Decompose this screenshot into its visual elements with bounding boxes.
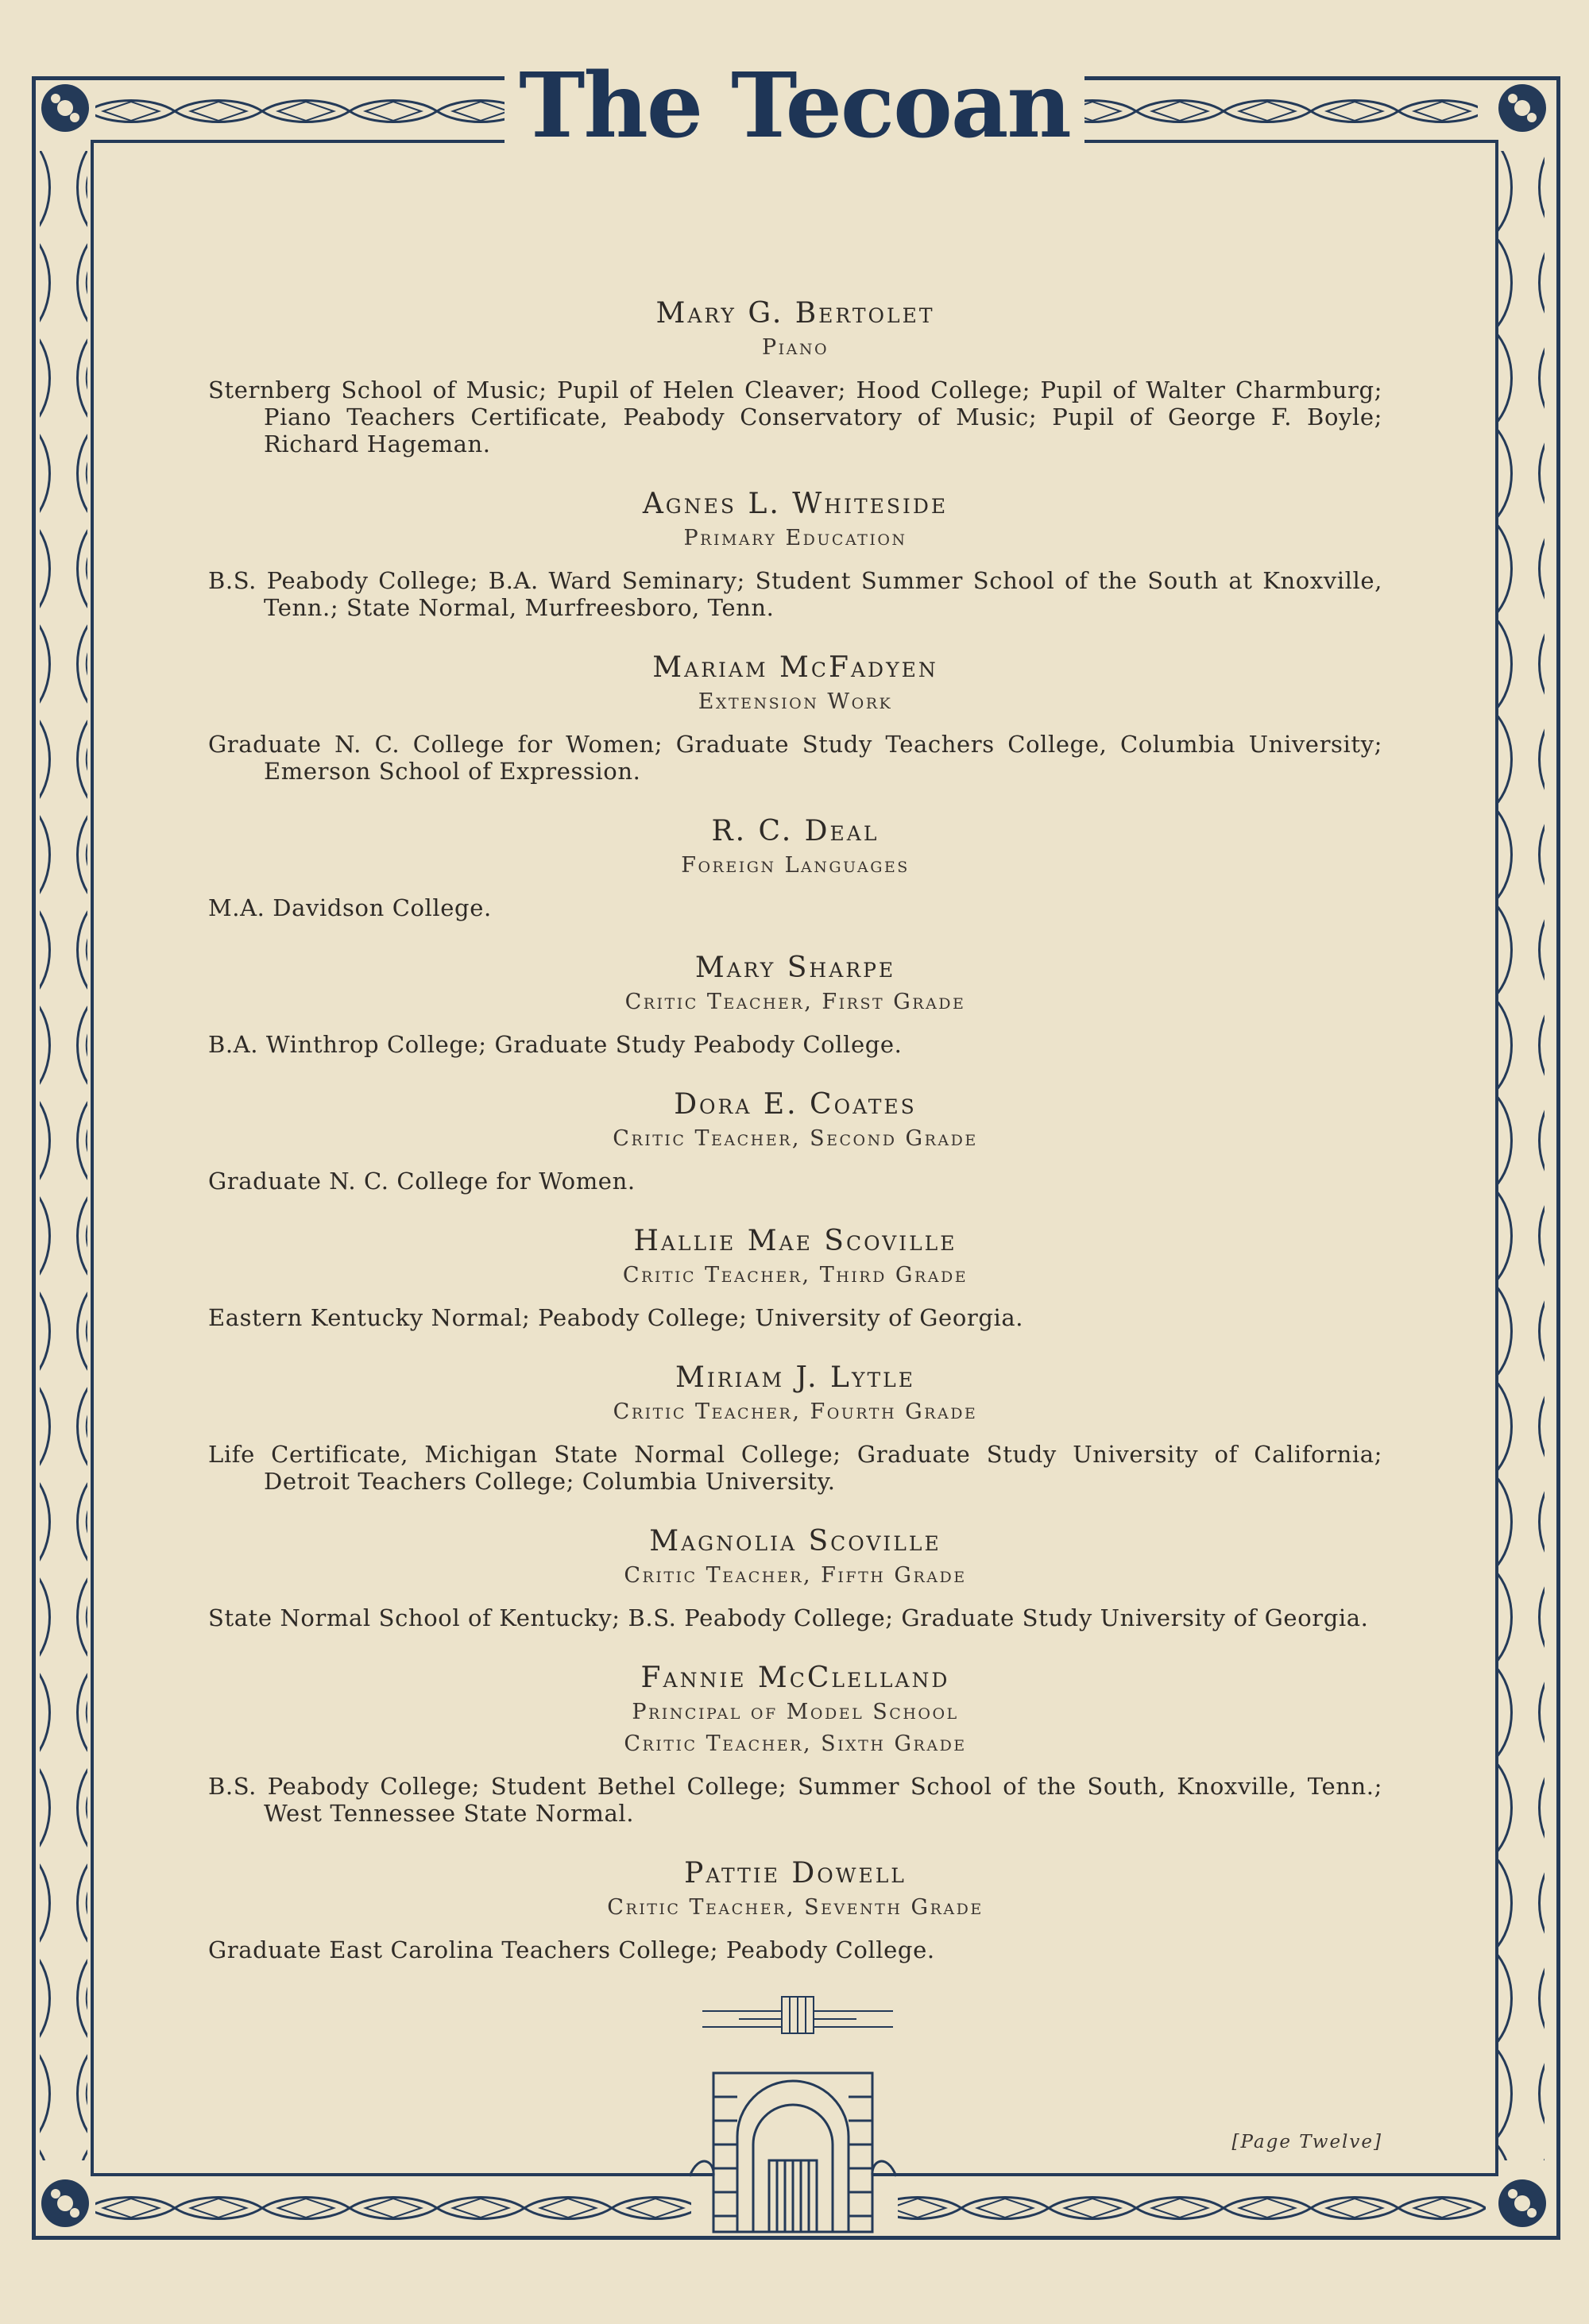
masthead-title (0, 54, 1589, 158)
faculty-role: Critic Teacher, Sixth Grade (624, 1731, 967, 1756)
faculty-entry (208, 950, 1382, 1058)
faculty-role: Critic Teacher, Fifth Grade (624, 1563, 967, 1588)
masthead-text: The Tecoan (505, 54, 1084, 158)
faculty-education: Sternberg School of Music; Pupil of Helen Cleaver; Hood College; Pupil of Walter Charmburg; Piano Teachers Certificate, Peabody Conservatory of Music; Pupil of George F. Boyle; Richard Hageman. (208, 376, 1382, 457)
faculty-name: Mary G. Bertolet (655, 297, 935, 330)
faculty-role: Foreign Languages (681, 853, 910, 878)
faculty-name: Magnolia Scoville (649, 1525, 941, 1558)
faculty-name: Mary Sharpe (694, 952, 896, 984)
faculty-role: Critic Teacher, Third Grade (622, 1263, 968, 1287)
faculty-education: M.A. Davidson College. (208, 894, 492, 921)
page-number: [Page Twelve] (1231, 2132, 1382, 2152)
faculty-role: Critic Teacher, First Grade (624, 990, 966, 1014)
faculty-role: Primary Education (683, 526, 907, 550)
faculty-education: Graduate East Carolina Teachers College; Peabody College. (208, 1936, 935, 1963)
faculty-name: Dora E. Coates (674, 1088, 917, 1121)
faculty-education: Graduate N. C. College for Women. (208, 1168, 636, 1195)
faculty-list (208, 295, 1382, 1992)
faculty-name: Miriam J. Lytle (675, 1361, 915, 1394)
faculty-entry (208, 650, 1382, 785)
faculty-name: Fannie McClelland (640, 1662, 950, 1694)
faculty-role: Extension Work (698, 689, 893, 714)
faculty-education: Life Certificate, Michigan State Normal College; Graduate Study University of California; Detroit Teachers College; Columbia University. (208, 1441, 1382, 1495)
faculty-entry (208, 1660, 1382, 1827)
faculty-role: Piano (761, 335, 829, 360)
faculty-entry (208, 1223, 1382, 1331)
faculty-entry (208, 1523, 1382, 1631)
faculty-role: Principal of Model School (632, 1700, 959, 1724)
faculty-name: Mariam McFadyen (652, 651, 938, 684)
faculty-education: Eastern Kentucky Normal; Peabody College; University of Georgia. (208, 1304, 1024, 1331)
faculty-name: R. C. Deal (711, 815, 880, 847)
faculty-entry (208, 1087, 1382, 1195)
faculty-role: Critic Teacher, Second Grade (613, 1126, 978, 1151)
faculty-education: B.A. Winthrop College; Graduate Study Peabody College. (208, 1031, 903, 1058)
faculty-name: Hallie Mae Scoville (633, 1225, 957, 1257)
faculty-name: Agnes L. Whiteside (642, 488, 949, 520)
faculty-entry (208, 813, 1382, 921)
faculty-role: Critic Teacher, Seventh Grade (607, 1895, 984, 1920)
faculty-education: State Normal School of Kentucky; B.S. Peabody College; Graduate Study University of Georgia. (208, 1604, 1369, 1631)
faculty-entry (208, 1855, 1382, 1963)
faculty-entry (208, 486, 1382, 621)
faculty-entry (208, 1360, 1382, 1495)
faculty-entry (208, 295, 1382, 457)
faculty-name: Pattie Dowell (684, 1857, 907, 1890)
faculty-education: B.S. Peabody College; B.A. Ward Seminary; Student Summer School of the South at Knoxville, Tenn.; State Normal, Murfreesboro, Tenn. (208, 567, 1382, 621)
faculty-education: B.S. Peabody College; Student Bethel College; Summer School of the South, Knoxville, Tenn.; West Tennessee State Normal. (208, 1773, 1382, 1827)
faculty-role: Critic Teacher, Fourth Grade (613, 1399, 978, 1424)
faculty-education: Graduate N. C. College for Women; Graduate Study Teachers College, Columbia University; Emerson School of Expression. (208, 731, 1382, 785)
